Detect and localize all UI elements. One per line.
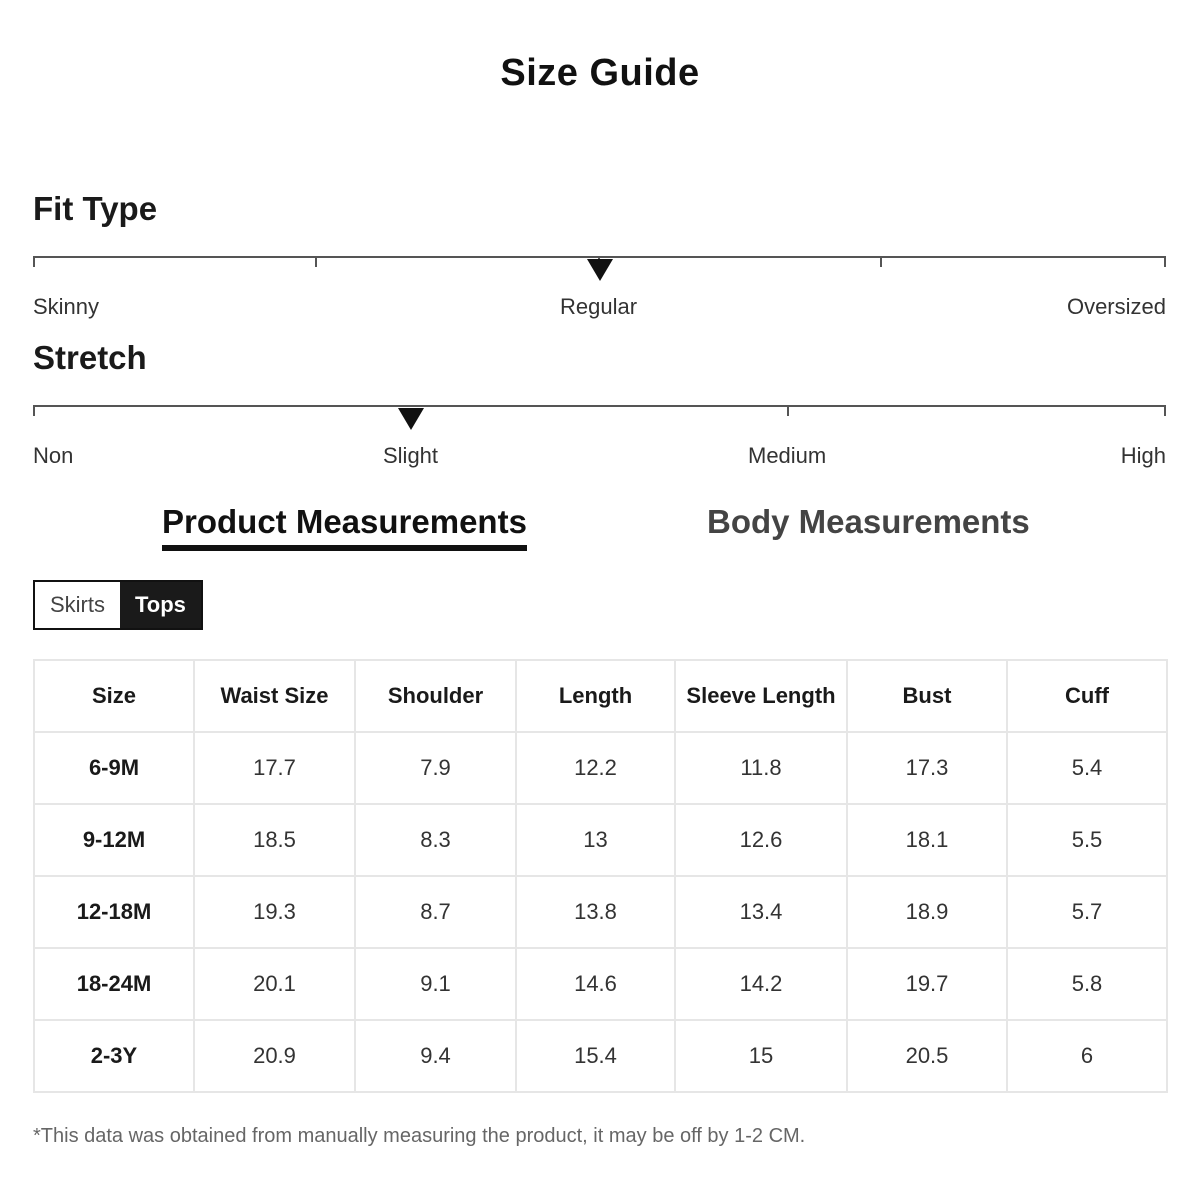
table-cell: 14.2 — [675, 948, 847, 1020]
page-title: Size Guide — [500, 52, 700, 94]
stretch-tick — [787, 405, 789, 416]
table-row — [34, 732, 1167, 804]
table-cell-size: 6-9M — [34, 732, 194, 804]
stretch-heading: Stretch — [33, 339, 147, 376]
fit-type-tick — [33, 256, 35, 267]
table-cell-size: 18-24M — [34, 948, 194, 1020]
column-header-cuff: Cuff — [1007, 660, 1167, 732]
table-cell: 12.6 — [675, 804, 847, 876]
fit-type-tick — [1164, 256, 1166, 267]
table-cell: 6 — [1007, 1020, 1167, 1092]
table-cell: 18.9 — [847, 876, 1007, 948]
table-cell: 20.9 — [194, 1020, 355, 1092]
fit-type-tick — [880, 256, 882, 267]
table-cell: 8.3 — [355, 804, 516, 876]
table-row — [34, 804, 1167, 876]
table-cell: 5.8 — [1007, 948, 1167, 1020]
table-cell: 9.1 — [355, 948, 516, 1020]
table-cell: 20.5 — [847, 1020, 1007, 1092]
measurements-table — [33, 659, 1168, 1093]
fit-type-label-oversized: Oversized — [1066, 294, 1166, 319]
fit-type-tick — [315, 256, 317, 267]
tab-product-measurements[interactable]: Product Measurements — [162, 503, 527, 551]
table-cell: 14.6 — [516, 948, 675, 1020]
column-header-sleeve-length: Sleeve Length — [675, 660, 847, 732]
table-cell: 15.4 — [516, 1020, 675, 1092]
table-cell: 12.2 — [516, 732, 675, 804]
column-header-shoulder: Shoulder — [355, 660, 516, 732]
table-cell: 19.7 — [847, 948, 1007, 1020]
stretch-label-non: Non — [33, 443, 74, 468]
stretch-marker-icon — [398, 408, 424, 430]
table-cell-size: 2-3Y — [34, 1020, 194, 1092]
stretch-tick — [33, 405, 35, 416]
column-header-size: Size — [34, 660, 194, 732]
table-cell: 5.5 — [1007, 804, 1167, 876]
fit-type-marker-icon — [587, 259, 613, 281]
table-cell: 7.9 — [355, 732, 516, 804]
table-cell: 8.7 — [355, 876, 516, 948]
table-cell: 18.5 — [194, 804, 355, 876]
stretch-label-slight: Slight — [383, 443, 439, 468]
footnote: *This data was obtained from manually measuring the product, it may be off by 1-2 CM. — [33, 1125, 806, 1147]
table-cell-size: 9-12M — [34, 804, 194, 876]
table-row — [34, 1020, 1167, 1092]
table-row — [34, 948, 1167, 1020]
stretch-label-medium: Medium — [748, 443, 827, 468]
fit-type-heading: Fit Type — [33, 190, 158, 227]
tab-body-measurements[interactable]: Body Measurements — [707, 503, 1030, 540]
stretch-scale — [33, 405, 1166, 468]
column-header-bust: Bust — [847, 660, 1007, 732]
table-cell: 13.4 — [675, 876, 847, 948]
stretch-label-high: High — [1120, 443, 1166, 468]
stretch-tick — [1164, 405, 1166, 416]
table-cell: 9.4 — [355, 1020, 516, 1092]
stretch-track — [33, 405, 1166, 407]
category-toggle — [33, 580, 203, 630]
table-cell: 13.8 — [516, 876, 675, 948]
fit-type-label-skinny: Skinny — [33, 294, 100, 319]
column-header-waist-size: Waist Size — [194, 660, 355, 732]
table-cell: 18.1 — [847, 804, 1007, 876]
skirts-toggle-button[interactable]: Skirts — [35, 582, 120, 628]
tops-toggle-button[interactable]: Tops — [120, 582, 201, 628]
fit-type-label-regular: Regular — [560, 294, 638, 319]
table-cell-size: 12-18M — [34, 876, 194, 948]
table-cell: 17.3 — [847, 732, 1007, 804]
fit-type-scale — [33, 256, 1166, 319]
table-cell: 5.7 — [1007, 876, 1167, 948]
column-header-length: Length — [516, 660, 675, 732]
table-cell: 13 — [516, 804, 675, 876]
table-cell: 17.7 — [194, 732, 355, 804]
table-header-row — [34, 660, 1167, 732]
table-cell: 5.4 — [1007, 732, 1167, 804]
table-cell: 19.3 — [194, 876, 355, 948]
table-cell: 20.1 — [194, 948, 355, 1020]
table-row — [34, 876, 1167, 948]
table-cell: 11.8 — [675, 732, 847, 804]
table-cell: 15 — [675, 1020, 847, 1092]
